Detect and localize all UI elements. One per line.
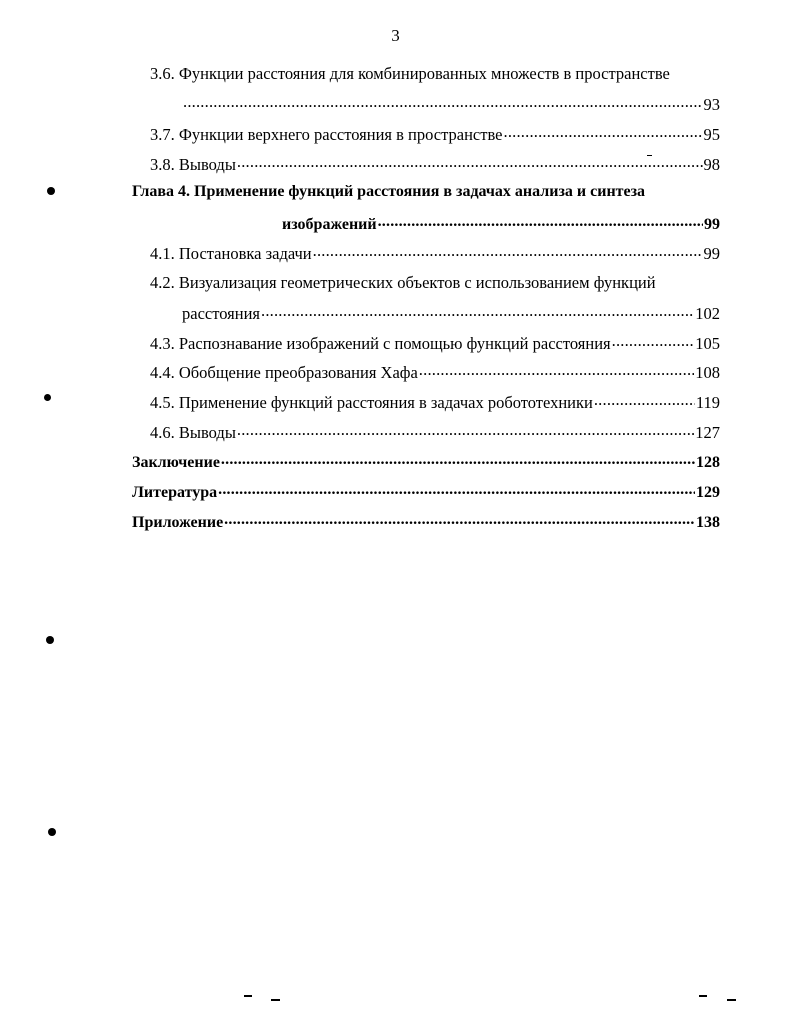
table-of-contents bbox=[132, 64, 720, 541]
toc-entry-title: изображений bbox=[282, 215, 377, 233]
toc-entry-4-5 bbox=[132, 392, 720, 422]
dot-leader bbox=[183, 94, 703, 111]
toc-entry-title: 4.2. Визуализация геометрических объектов с использованием функций bbox=[150, 272, 656, 292]
toc-entry-title: 3.7. Функции верхнего расстояния в пространстве bbox=[150, 125, 503, 145]
dot-leader bbox=[594, 392, 695, 409]
toc-entry-4-3 bbox=[132, 332, 720, 362]
toc-entry-conclusion bbox=[132, 451, 720, 481]
toc-entry-title: 4.5. Применение функций расстояния в задачах робототехники bbox=[150, 393, 593, 413]
toc-entry-chapter-4-continued bbox=[132, 213, 720, 243]
scan-dash-mark bbox=[244, 995, 252, 997]
toc-entry-4-6 bbox=[132, 422, 720, 452]
page-number: 3 bbox=[391, 26, 400, 45]
dot-leader bbox=[237, 422, 694, 439]
toc-entry-4-2 bbox=[132, 273, 720, 303]
toc-entry-page: 105 bbox=[695, 333, 720, 353]
toc-entry-title: Глава 4. Применение функций расстояния в задачах анализа и синтеза bbox=[132, 183, 646, 201]
toc-entry-4-1 bbox=[132, 243, 720, 273]
scan-dot-mark bbox=[48, 828, 56, 836]
toc-entry-3-6 bbox=[132, 64, 720, 94]
toc-entry-appendix bbox=[132, 511, 720, 541]
scan-dot-mark bbox=[46, 636, 54, 644]
toc-entry-3-7 bbox=[132, 124, 720, 154]
toc-entry-literature bbox=[132, 481, 720, 511]
toc-entry-title: Литература bbox=[132, 484, 218, 502]
toc-entry-3-6-continued bbox=[132, 94, 720, 124]
toc-entry-3-8 bbox=[132, 153, 720, 183]
dot-leader bbox=[218, 481, 695, 497]
toc-entry-title: расстояния bbox=[182, 303, 260, 323]
toc-entry-chapter-4 bbox=[132, 183, 720, 213]
toc-entry-page: 95 bbox=[703, 125, 720, 145]
scan-dash-mark bbox=[271, 999, 280, 1001]
toc-entry-page: 93 bbox=[703, 95, 720, 115]
dot-leader bbox=[612, 332, 695, 349]
toc-entry-page: 128 bbox=[696, 454, 720, 472]
toc-entry-title: 4.3. Распознавание изображений с помощью функций расстояния bbox=[150, 333, 611, 353]
toc-entry-title: 4.1. Постановка задачи bbox=[150, 244, 312, 264]
toc-entry-4-4 bbox=[132, 362, 720, 392]
toc-entry-page: 127 bbox=[695, 423, 720, 443]
dot-leader bbox=[419, 362, 694, 379]
dot-leader bbox=[237, 153, 703, 170]
scan-dot-mark bbox=[44, 394, 51, 401]
toc-entry-title: 4.6. Выводы bbox=[150, 423, 236, 443]
toc-entry-page: 99 bbox=[704, 215, 720, 233]
scan-dash-mark bbox=[727, 999, 736, 1001]
dot-leader bbox=[224, 511, 695, 527]
toc-entry-title: 3.6. Функции расстояния для комбинированных множеств в пространстве bbox=[150, 64, 670, 83]
toc-entry-page: 138 bbox=[696, 513, 720, 531]
scan-dot-mark bbox=[47, 187, 55, 195]
scan-dash-mark bbox=[647, 155, 652, 156]
toc-entry-title: 4.4. Обобщение преобразования Хафа bbox=[150, 363, 418, 383]
dot-leader bbox=[504, 124, 703, 141]
toc-entry-page: 129 bbox=[696, 484, 720, 502]
toc-entry-page: 119 bbox=[695, 393, 720, 413]
toc-entry-page: 98 bbox=[703, 154, 720, 174]
toc-entry-title: 3.8. Выводы bbox=[150, 154, 236, 174]
toc-entry-4-2-continued bbox=[132, 302, 720, 332]
toc-entry-page: 102 bbox=[695, 303, 720, 323]
dot-leader bbox=[378, 213, 703, 229]
toc-entry-title: Заключение bbox=[132, 454, 220, 472]
toc-entry-page: 108 bbox=[695, 363, 720, 383]
scan-dash-mark bbox=[699, 995, 707, 997]
toc-entry-title: Приложение bbox=[132, 513, 224, 531]
dot-leader bbox=[221, 451, 695, 467]
dot-leader bbox=[313, 243, 703, 260]
dot-leader bbox=[261, 302, 694, 319]
toc-entry-page: 99 bbox=[703, 244, 720, 264]
